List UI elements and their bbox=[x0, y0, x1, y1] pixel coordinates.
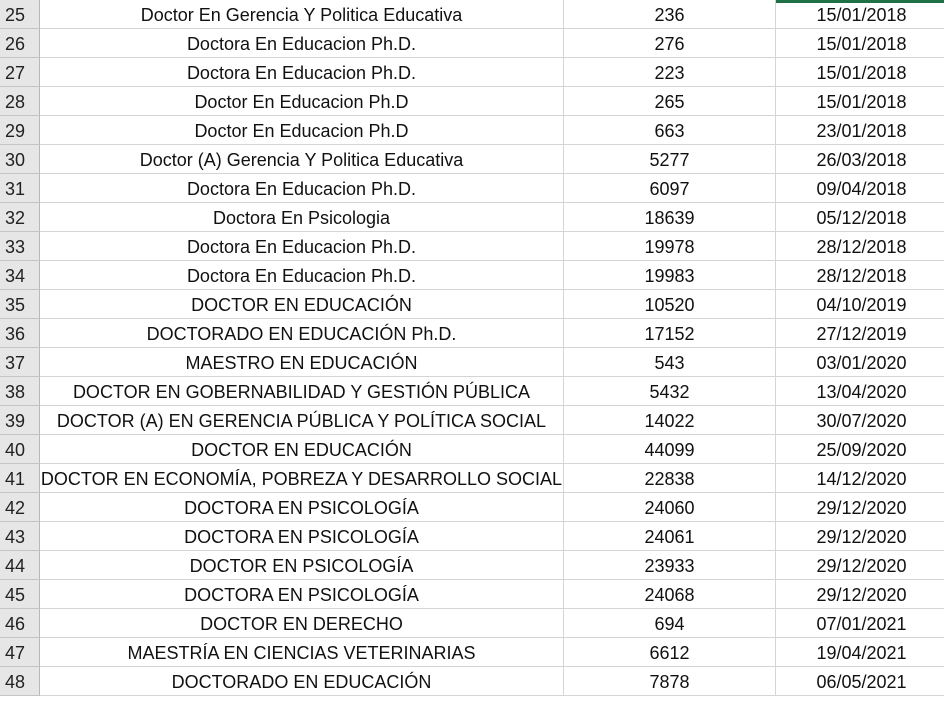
table-row bbox=[0, 464, 948, 493]
table-row bbox=[0, 290, 948, 319]
table-row bbox=[0, 319, 948, 348]
row-header[interactable]: 44 bbox=[0, 551, 40, 580]
table-row bbox=[0, 203, 948, 232]
table-row bbox=[0, 406, 948, 435]
row-header[interactable]: 48 bbox=[0, 667, 40, 696]
row-header[interactable]: 47 bbox=[0, 638, 40, 667]
table-row bbox=[0, 87, 948, 116]
row-header[interactable]: 34 bbox=[0, 261, 40, 290]
cell-number[interactable]: 7878 bbox=[564, 667, 776, 696]
cell-title[interactable]: Doctora En Educacion Ph.D. bbox=[40, 174, 564, 203]
cell-title[interactable]: Doctora En Educacion Ph.D. bbox=[40, 232, 564, 261]
cell-title[interactable]: DOCTOR EN DERECHO bbox=[40, 609, 564, 638]
cell-date[interactable]: 03/01/2020 bbox=[776, 348, 948, 377]
cell-title[interactable]: DOCTORADO EN EDUCACIÓN Ph.D. bbox=[40, 319, 564, 348]
cell-number[interactable]: 5432 bbox=[564, 377, 776, 406]
row-header[interactable]: 29 bbox=[0, 116, 40, 145]
table-row bbox=[0, 551, 948, 580]
cell-title[interactable]: DOCTORA EN PSICOLOGÍA bbox=[40, 580, 564, 609]
row-header[interactable]: 25 bbox=[0, 0, 40, 29]
cell-title[interactable]: DOCTORADO EN EDUCACIÓN bbox=[40, 667, 564, 696]
cell-number[interactable]: 6097 bbox=[564, 174, 776, 203]
cell-date[interactable]: 15/01/2018 bbox=[776, 87, 948, 116]
table-row bbox=[0, 261, 948, 290]
cell-date[interactable]: 06/05/2021 bbox=[776, 667, 948, 696]
cell-title[interactable]: DOCTOR EN PSICOLOGÍA bbox=[40, 551, 564, 580]
cell-date[interactable]: 05/12/2018 bbox=[776, 203, 948, 232]
cell-number[interactable]: 23933 bbox=[564, 551, 776, 580]
cell-title[interactable]: Doctora En Educacion Ph.D. bbox=[40, 58, 564, 87]
row-header[interactable]: 31 bbox=[0, 174, 40, 203]
cell-date[interactable]: 29/12/2020 bbox=[776, 551, 948, 580]
cell-number[interactable]: 17152 bbox=[564, 319, 776, 348]
cell-number[interactable]: 19978 bbox=[564, 232, 776, 261]
table-row bbox=[0, 348, 948, 377]
cell-number[interactable]: 24061 bbox=[564, 522, 776, 551]
table-row bbox=[0, 522, 948, 551]
cell-number[interactable]: 236 bbox=[564, 0, 776, 29]
row-header[interactable]: 36 bbox=[0, 319, 40, 348]
cell-title[interactable]: DOCTORA EN PSICOLOGÍA bbox=[40, 493, 564, 522]
row-header[interactable]: 27 bbox=[0, 58, 40, 87]
cell-date[interactable]: 09/04/2018 bbox=[776, 174, 948, 203]
cell-date[interactable]: 28/12/2018 bbox=[776, 261, 948, 290]
cell-title[interactable]: DOCTOR EN ECONOMÍA, POBREZA Y DESARROLLO SOCIAL bbox=[40, 464, 564, 493]
cell-title[interactable]: Doctor (A) Gerencia Y Politica Educativa bbox=[40, 145, 564, 174]
row-header[interactable]: 35 bbox=[0, 290, 40, 319]
cell-title[interactable]: MAESTRO EN EDUCACIÓN bbox=[40, 348, 564, 377]
cell-number[interactable]: 543 bbox=[564, 348, 776, 377]
cell-title[interactable]: DOCTOR EN GOBERNABILIDAD Y GESTIÓN PÚBLICA bbox=[40, 377, 564, 406]
cell-date[interactable]: 29/12/2020 bbox=[776, 580, 948, 609]
cell-title[interactable]: Doctor En Gerencia Y Politica Educativa bbox=[40, 0, 564, 29]
cell-date[interactable]: 15/01/2018 bbox=[776, 0, 948, 29]
cell-date[interactable]: 04/10/2019 bbox=[776, 290, 948, 319]
table-row bbox=[0, 638, 948, 667]
cell-date[interactable]: 29/12/2020 bbox=[776, 522, 948, 551]
cell-number[interactable]: 694 bbox=[564, 609, 776, 638]
cell-number[interactable]: 22838 bbox=[564, 464, 776, 493]
cell-title[interactable]: MAESTRÍA EN CIENCIAS VETERINARIAS bbox=[40, 638, 564, 667]
row-header[interactable]: 39 bbox=[0, 406, 40, 435]
cell-date[interactable]: 15/01/2018 bbox=[776, 58, 948, 87]
row-header[interactable]: 26 bbox=[0, 29, 40, 58]
cell-date[interactable]: 07/01/2021 bbox=[776, 609, 948, 638]
cell-date[interactable]: 15/01/2018 bbox=[776, 29, 948, 58]
cell-date[interactable]: 25/09/2020 bbox=[776, 435, 948, 464]
cell-number[interactable]: 276 bbox=[564, 29, 776, 58]
cell-date[interactable]: 30/07/2020 bbox=[776, 406, 948, 435]
grid-right-edge bbox=[944, 0, 948, 701]
cell-title[interactable]: DOCTOR EN EDUCACIÓN bbox=[40, 290, 564, 319]
cell-title[interactable]: Doctor En Educacion Ph.D bbox=[40, 87, 564, 116]
cell-title[interactable]: DOCTOR EN EDUCACIÓN bbox=[40, 435, 564, 464]
cell-title[interactable]: Doctora En Educacion Ph.D. bbox=[40, 29, 564, 58]
cell-date[interactable]: 13/04/2020 bbox=[776, 377, 948, 406]
table-row bbox=[0, 232, 948, 261]
cell-date[interactable]: 28/12/2018 bbox=[776, 232, 948, 261]
row-header[interactable]: 43 bbox=[0, 522, 40, 551]
cell-title[interactable]: DOCTOR (A) EN GERENCIA PÚBLICA Y POLÍTICA SOCIAL bbox=[40, 406, 564, 435]
cell-date[interactable]: 23/01/2018 bbox=[776, 116, 948, 145]
cell-date[interactable]: 27/12/2019 bbox=[776, 319, 948, 348]
table-row bbox=[0, 580, 948, 609]
cell-title[interactable]: Doctora En Educacion Ph.D. bbox=[40, 261, 564, 290]
table-row bbox=[0, 609, 948, 638]
table-row bbox=[0, 377, 948, 406]
table-row bbox=[0, 493, 948, 522]
table-row bbox=[0, 116, 948, 145]
row-header[interactable]: 38 bbox=[0, 377, 40, 406]
cell-number[interactable]: 6612 bbox=[564, 638, 776, 667]
row-header[interactable]: 30 bbox=[0, 145, 40, 174]
cell-number[interactable]: 14022 bbox=[564, 406, 776, 435]
cell-date[interactable]: 19/04/2021 bbox=[776, 638, 948, 667]
row-header[interactable]: 42 bbox=[0, 493, 40, 522]
cell-number[interactable]: 265 bbox=[564, 87, 776, 116]
cell-title[interactable]: Doctora En Psicologia bbox=[40, 203, 564, 232]
cell-number[interactable]: 10520 bbox=[564, 290, 776, 319]
row-header[interactable]: 46 bbox=[0, 609, 40, 638]
table-row bbox=[0, 0, 948, 29]
cell-title[interactable]: DOCTORA EN PSICOLOGÍA bbox=[40, 522, 564, 551]
table-row bbox=[0, 667, 948, 696]
row-header[interactable]: 33 bbox=[0, 232, 40, 261]
row-header[interactable]: 40 bbox=[0, 435, 40, 464]
cell-title[interactable]: Doctor En Educacion Ph.D bbox=[40, 116, 564, 145]
cell-date[interactable]: 14/12/2020 bbox=[776, 464, 948, 493]
cell-date[interactable]: 26/03/2018 bbox=[776, 145, 948, 174]
table-row bbox=[0, 435, 948, 464]
cell-number[interactable]: 223 bbox=[564, 58, 776, 87]
cell-date[interactable]: 29/12/2020 bbox=[776, 493, 948, 522]
cell-number[interactable]: 663 bbox=[564, 116, 776, 145]
row-header[interactable]: 32 bbox=[0, 203, 40, 232]
selected-cell-border bbox=[776, 0, 944, 3]
table-row bbox=[0, 145, 948, 174]
row-header[interactable]: 37 bbox=[0, 348, 40, 377]
row-header[interactable]: 45 bbox=[0, 580, 40, 609]
row-header[interactable]: 41 bbox=[0, 464, 40, 493]
cell-number[interactable]: 24060 bbox=[564, 493, 776, 522]
row-header[interactable]: 28 bbox=[0, 87, 40, 116]
table-row bbox=[0, 174, 948, 203]
cell-number[interactable]: 18639 bbox=[564, 203, 776, 232]
cell-number[interactable]: 5277 bbox=[564, 145, 776, 174]
cell-number[interactable]: 24068 bbox=[564, 580, 776, 609]
cell-number[interactable]: 44099 bbox=[564, 435, 776, 464]
cell-number[interactable]: 19983 bbox=[564, 261, 776, 290]
table-row bbox=[0, 29, 948, 58]
table-row bbox=[0, 58, 948, 87]
